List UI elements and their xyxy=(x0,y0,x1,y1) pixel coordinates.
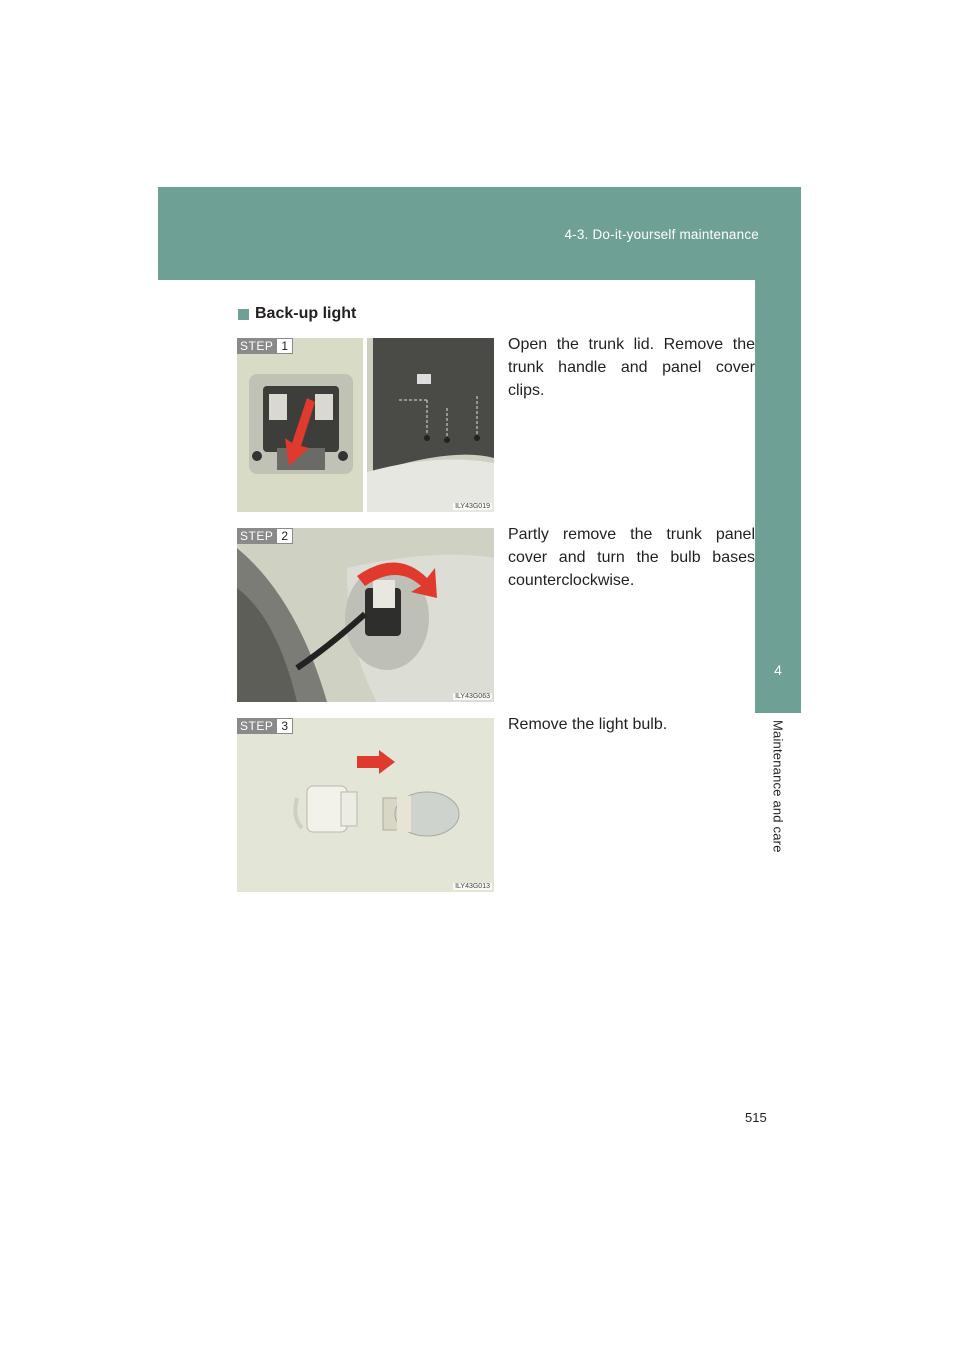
chapter-number: 4 xyxy=(774,662,782,678)
step-number: 1 xyxy=(276,338,293,354)
step-number: 3 xyxy=(276,718,293,734)
section-heading-text: Back-up light xyxy=(255,305,357,322)
bulb-removal-illustration xyxy=(237,718,494,892)
section-heading xyxy=(238,305,356,323)
step-1-figure xyxy=(237,338,494,512)
figure-code: ILY43G013 xyxy=(455,883,490,890)
section-title: 4-3. Do-it-yourself maintenance xyxy=(564,227,759,242)
figure-code: ILY43G019 xyxy=(455,503,490,510)
step-badge xyxy=(237,528,293,544)
step-label: STEP xyxy=(237,338,276,354)
step-3-figure xyxy=(237,718,494,892)
step-2-figure xyxy=(237,528,494,702)
bulb-base-illustration xyxy=(237,528,494,702)
step-number: 2 xyxy=(276,528,293,544)
step-badge xyxy=(237,338,293,354)
header-band xyxy=(158,187,801,280)
step-3-text: Remove the light bulb. xyxy=(508,716,668,733)
square-bullet-icon xyxy=(238,309,249,320)
chapter-label: Maintenance and care xyxy=(770,720,786,853)
step-label: STEP xyxy=(237,528,276,544)
step-1-text: Open the trunk lid. Remove the trunk handle and panel cover clips. xyxy=(508,336,755,399)
chapter-tab xyxy=(755,280,801,713)
step-label: STEP xyxy=(237,718,276,734)
figure-code: ILY43G063 xyxy=(455,693,490,700)
trunk-handle-illustration xyxy=(237,338,494,512)
page-number: 515 xyxy=(745,1110,767,1125)
step-2-text: Partly remove the trunk panel cover and turn the bulb bases counterclockwise. xyxy=(508,526,755,589)
step-badge xyxy=(237,718,293,734)
